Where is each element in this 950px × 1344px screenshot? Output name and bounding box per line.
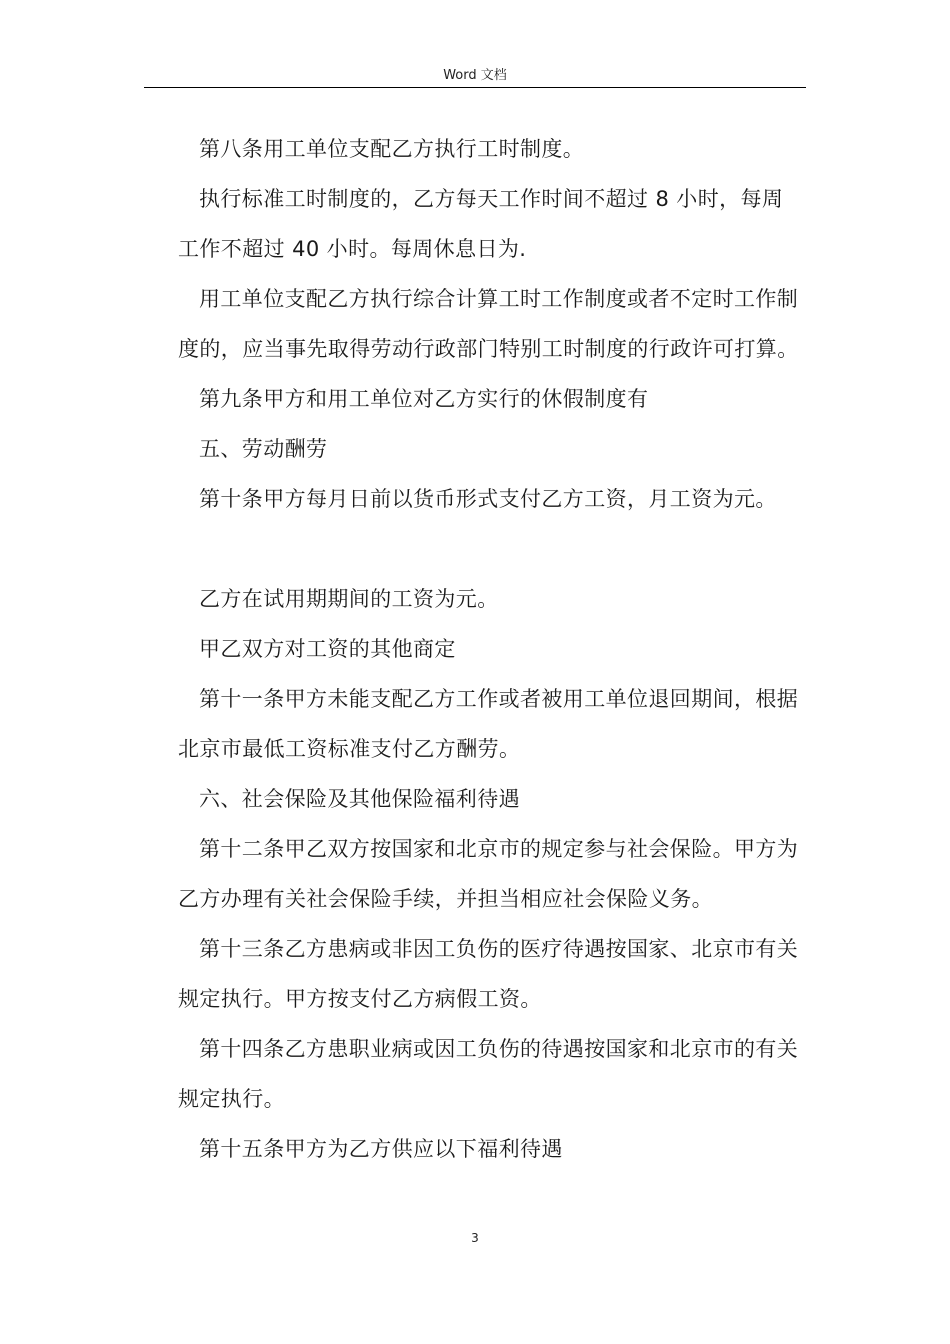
paragraph: 第十条甲方每月日前以货币形式支付乙方工资，月工资为元。: [199, 487, 777, 511]
header-rule: [144, 87, 806, 88]
paragraph: 用工单位支配乙方执行综合计算工时工作制度或者不定时工作制度的，应当事先取得劳动行政部门特别工时制度的行政许可打算。: [178, 287, 799, 361]
paragraph: 第十一条甲方未能支配乙方工作或者被用工单位退回期间，根据北京市最低工资标准支付乙方酬劳。: [178, 687, 799, 761]
paragraph: 六、社会保险及其他保险福利待遇: [199, 787, 520, 811]
blank-line: [178, 524, 804, 574]
document-body: [178, 124, 804, 1174]
paragraph: 第十四条乙方患职业病或因工负伤的待遇按国家和北京市的有关规定执行。: [178, 1037, 799, 1111]
paragraph: 第十三条乙方患病或非因工负伤的医疗待遇按国家、北京市有关规定执行。甲方按支付乙方病假工资。: [178, 937, 799, 1011]
header-label: Word 文档: [443, 68, 507, 83]
paragraph: 甲乙双方对工资的其他商定: [199, 637, 456, 661]
paragraph: 第九条甲方和用工单位对乙方实行的休假制度有: [199, 387, 649, 411]
paragraph: 第十五条甲方为乙方供应以下福利待遇: [199, 1137, 563, 1161]
paragraph: 乙方在试用期期间的工资为元。: [199, 587, 499, 611]
page-number: 3: [471, 1231, 479, 1245]
paragraph: 执行标准工时制度的，乙方每天工作时间不超过 8 小时，每周工作不超过 40 小时。每周休息日为.: [178, 187, 784, 261]
paragraph: 五、劳动酬劳: [199, 437, 328, 461]
paragraph: 第十二条甲乙双方按国家和北京市的规定参与社会保险。甲方为乙方办理有关社会保险手续，并担当相应社会保险义务。: [178, 837, 799, 911]
paragraph: 第八条用工单位支配乙方执行工时制度。: [199, 137, 585, 161]
